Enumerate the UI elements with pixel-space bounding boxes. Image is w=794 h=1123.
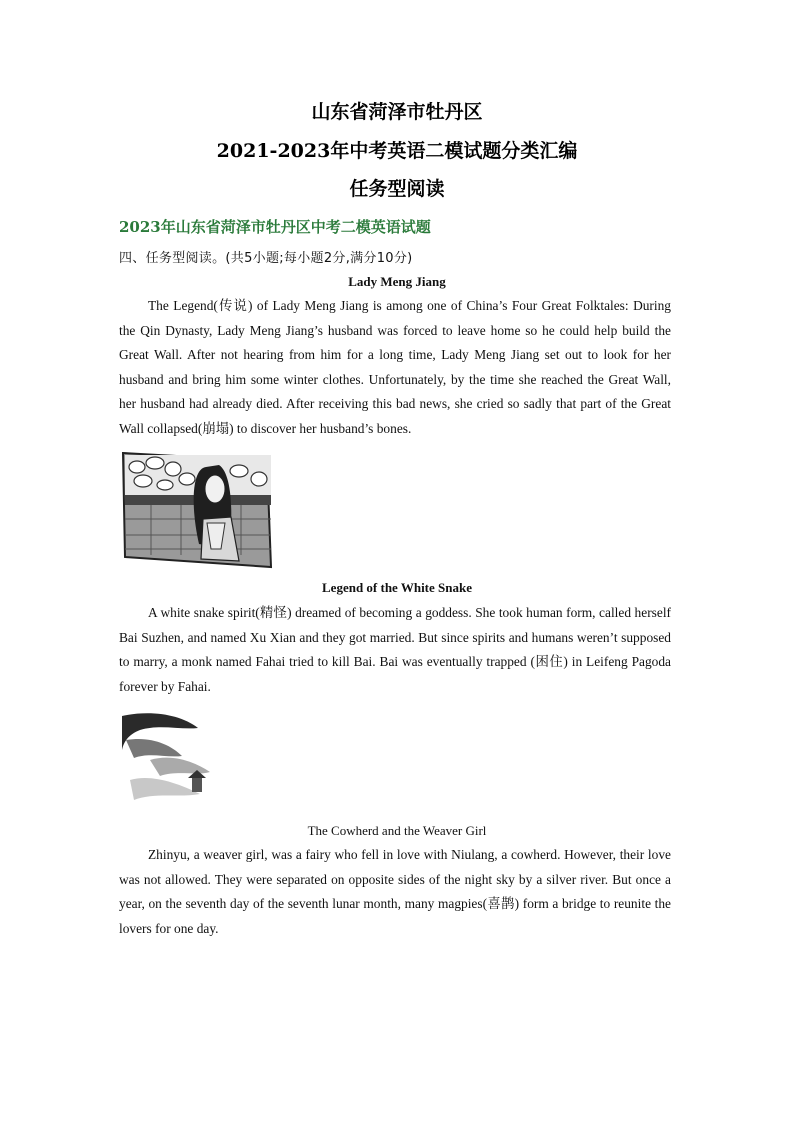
- story-heading-white-snake: Legend of the White Snake: [322, 580, 472, 595]
- document-title: 山东省菏泽市牡丹区: [311, 101, 483, 123]
- meng-jiang-illustration: [121, 449, 273, 569]
- story-text-cowherd: Zhinyu, a weaver girl, was a fairy who fell in love with Niulang, a cowherd. However, their love was not allowed. They were separated on opposite sides of the night sky by a silver river. But once a year, on the seventh day of the seventh lunar month, many magpies(喜鹊) form a bridge to reunite the lovers for one day.: [119, 847, 671, 936]
- white-snake-illustration: [120, 710, 232, 814]
- document-subtitle: 2021-2023年中考英语二模试题分类汇编: [216, 140, 578, 162]
- instructions: 四、任务型阅读。(共5小题;每小题2分,满分10分): [119, 251, 413, 266]
- document-topic: 任务型阅读: [349, 178, 445, 200]
- story-text-meng-jiang: The Legend(传说) of Lady Meng Jiang is among one of China’s Four Great Folktales: During the Qin Dynasty, Lady Meng Jiang’s husband was forced to leave home so he could help build the Great Wall. After not hearing from him for a long time, Lady Meng Jiang set out to look for her husband and bring him some winter clothes. Unfortunately, by the time she reached the Great Wall, her husband had already died. After receiving this bad news, she cried so sadly that part of the Great Wall collapsed(崩塌) to discover her husband’s bones.: [119, 298, 671, 436]
- story-heading-cowherd: The Cowherd and the Weaver Girl: [307, 823, 487, 838]
- story-text-white-snake: A white snake spirit(精怪) dreamed of becoming a goddess. She took human form, called herself Bai Suzhen, and named Xu Xian and they got married. But since spirits and humans weren’t supposed to marry, a monk named Fahai tried to kill Bai. Bai was eventually trapped (困住) in Leifeng Pagoda forever by Fahai.: [119, 605, 671, 694]
- story-heading-meng-jiang: Lady Meng Jiang: [348, 274, 446, 289]
- section-heading: 2023年山东省菏泽市牡丹区中考二模英语试题: [119, 218, 431, 236]
